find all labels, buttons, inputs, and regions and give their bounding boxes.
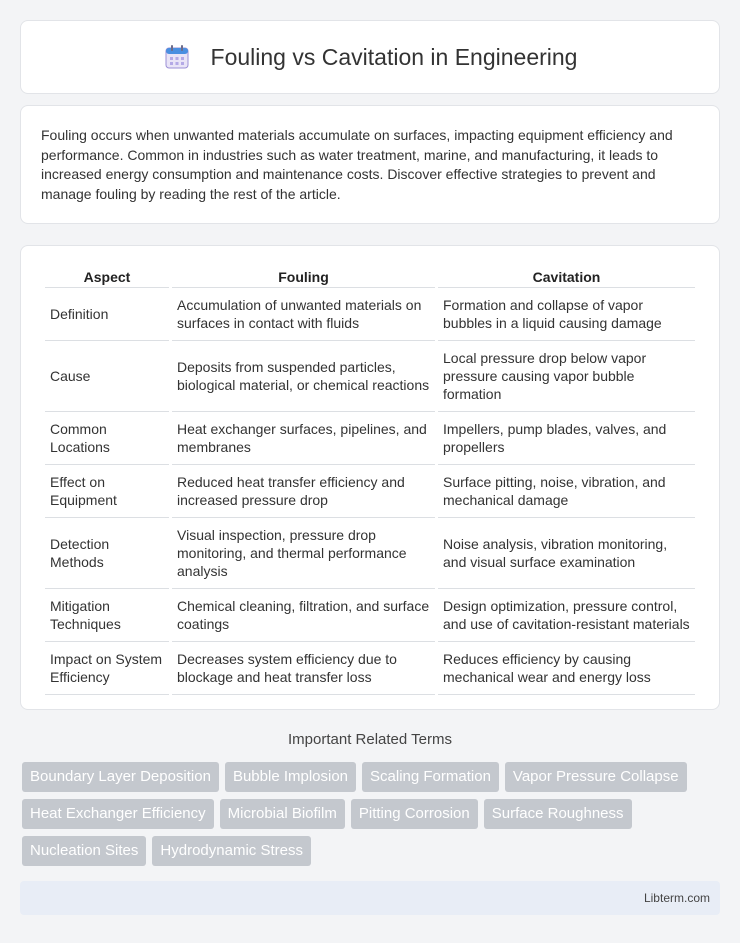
cavitation-cell: Design optimization, pressure control, and use of cavitation-resistant materials: [438, 589, 695, 642]
cavitation-cell: Noise analysis, vibration monitoring, and visual surface examination: [438, 518, 695, 589]
related-term-tag[interactable]: Pitting Corrosion: [351, 799, 478, 829]
table-row: [45, 412, 695, 465]
fouling-cell: Visual inspection, pressure drop monitoring, and thermal performance analysis: [172, 518, 435, 589]
header-fouling: Fouling: [172, 266, 435, 288]
fouling-cell: Deposits from suspended particles, biological material, or chemical reactions: [172, 341, 435, 412]
related-term-tag[interactable]: Scaling Formation: [362, 762, 499, 792]
related-term-tag[interactable]: Heat Exchanger Efficiency: [22, 799, 214, 829]
table-row: [45, 288, 695, 341]
table-header-row: [45, 266, 695, 288]
aspect-cell: Impact on System Efficiency: [45, 642, 169, 695]
cavitation-cell: Surface pitting, noise, vibration, and mechanical damage: [438, 465, 695, 518]
fouling-cell: Accumulation of unwanted materials on surfaces in contact with fluids: [172, 288, 435, 341]
fouling-cell: Reduced heat transfer efficiency and increased pressure drop: [172, 465, 435, 518]
related-terms-title: Important Related Terms: [288, 731, 452, 748]
intro-card: [20, 105, 720, 224]
cavitation-cell: Impellers, pump blades, valves, and propellers: [438, 412, 695, 465]
table-row: [45, 589, 695, 642]
related-term-tag[interactable]: Vapor Pressure Collapse: [505, 762, 687, 792]
aspect-cell: Mitigation Techniques: [45, 589, 169, 642]
footer-site-link[interactable]: Libterm.com: [643, 891, 710, 905]
aspect-cell: Cause: [45, 341, 169, 412]
related-term-tag[interactable]: Hydrodynamic Stress: [152, 836, 311, 866]
cavitation-cell: Formation and collapse of vapor bubbles in a liquid causing damage: [438, 288, 695, 341]
table-row: [45, 341, 695, 412]
header-card: [20, 20, 720, 94]
cavitation-cell: Reduces efficiency by causing mechanical wear and energy loss: [438, 642, 695, 695]
aspect-cell: Definition: [45, 288, 169, 341]
intro-text: Fouling occurs when unwanted materials accumulate on surfaces, impacting equipment efficiency and performance. Common in industries such as water treatment, marine, and manufacturing, it leads to increased energy consumption and maintenance costs. Discover effective strategies to prevent and manage fouling by reading the rest of the article.: [41, 127, 673, 202]
related-term-tag[interactable]: Bubble Implosion: [225, 762, 356, 792]
related-terms-list: [22, 762, 718, 866]
aspect-cell: Common Locations: [45, 412, 169, 465]
comparison-table: [42, 266, 698, 695]
related-term-tag[interactable]: Surface Roughness: [484, 799, 632, 829]
fouling-cell: Chemical cleaning, filtration, and surface coatings: [172, 589, 435, 642]
fouling-cell: Heat exchanger surfaces, pipelines, and membranes: [172, 412, 435, 465]
table-row: [45, 465, 695, 518]
aspect-cell: Detection Methods: [45, 518, 169, 589]
related-term-tag[interactable]: Boundary Layer Deposition: [22, 762, 219, 792]
header-cavitation: Cavitation: [438, 266, 695, 288]
cavitation-cell: Local pressure drop below vapor pressure causing vapor bubble formation: [438, 341, 695, 412]
aspect-cell: Effect on Equipment: [45, 465, 169, 518]
table-row: [45, 642, 695, 695]
page-title: Fouling vs Cavitation in Engineering: [210, 43, 578, 70]
fouling-cell: Decreases system efficiency due to blockage and heat transfer loss: [172, 642, 435, 695]
related-term-tag[interactable]: Microbial Biofilm: [220, 799, 345, 829]
calendar-icon: [163, 43, 191, 71]
footer: [20, 881, 720, 915]
table-row: [45, 518, 695, 589]
related-term-tag[interactable]: Nucleation Sites: [22, 836, 146, 866]
header-aspect: Aspect: [45, 266, 169, 288]
comparison-card: [20, 245, 720, 710]
